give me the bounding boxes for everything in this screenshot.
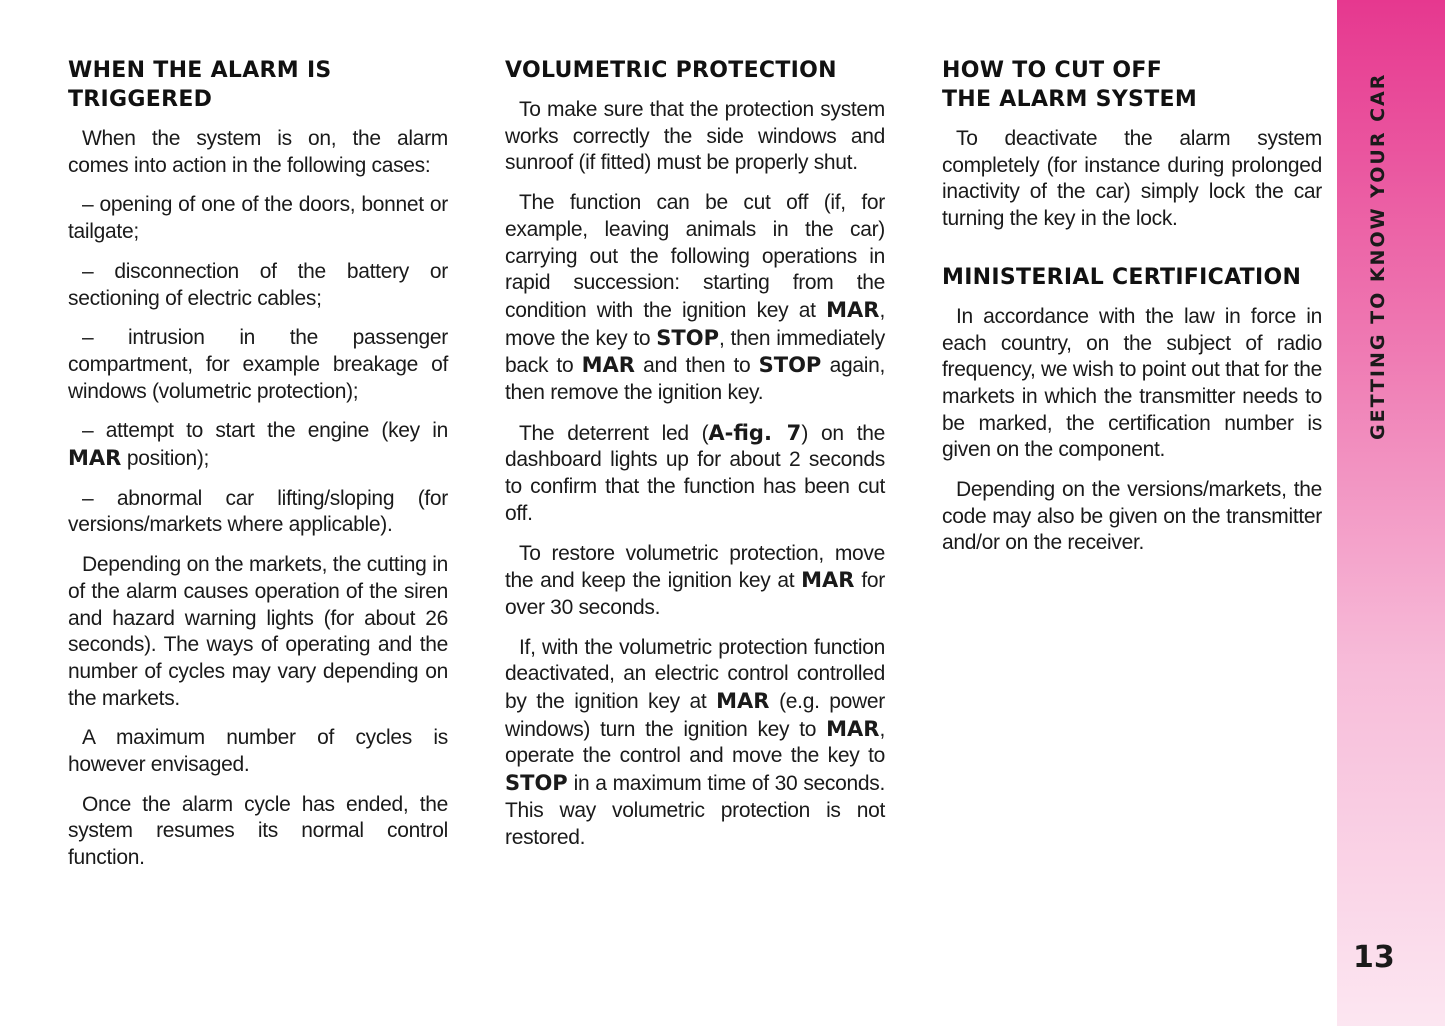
column-volumetric-protection	[505, 56, 885, 864]
chapter-sidebar	[1337, 0, 1445, 1026]
paragraph: When the system is on, the alarm comes into action in the following cases:	[68, 127, 448, 177]
paragraph: In accordance with the law in force in each country, on the subject of radio frequency, we wish to point out that for the markets in which the transmitter needs to be marked, the certification number is given on the component.	[942, 304, 1322, 462]
column-cut-off-alarm	[942, 56, 1322, 570]
paragraph: To restore volumetric protection, move the and keep the ignition key at MAR for over 30 seconds.	[505, 541, 885, 619]
paragraph: To deactivate the alarm system completely (for instance during prolonged inactivity of the car) simply lock the car turning the key in the lock.	[942, 127, 1322, 231]
paragraph: Depending on the markets, the cutting in of the alarm causes operation of the siren and hazard warning lights (for about 26 seconds). The ways of operating and the number of cycles may vary depending on the markets.	[68, 553, 448, 710]
paragraph: Depending on the versions/markets, the code may also be given on the transmitter and/or on the receiver.	[942, 478, 1322, 555]
paragraph: The deterrent led (A-fig. 7) on the dashboard lights up for about 2 seconds to confirm that the function has been cut off.	[505, 420, 886, 525]
column-alarm-triggered	[68, 56, 448, 885]
section-heading-alarm-triggered: WHEN THE ALARM IS TRIGGERED	[68, 58, 332, 112]
page-number: 13	[1353, 940, 1395, 975]
paragraph: To make sure that the protection system works correctly the side windows and sunroof (if fitted) must be properly shut.	[505, 98, 885, 175]
section-heading-cut-off-alarm: HOW TO CUT OFF THE ALARM SYSTEM	[942, 58, 1198, 112]
list-item: – abnormal car lifting/sloping (for versions/markets where applicable).	[68, 486, 448, 537]
section-heading-volumetric-protection: VOLUMETRIC PROTECTION	[505, 58, 837, 83]
list-item: – opening of one of the doors, bonnet or tailgate;	[68, 193, 448, 244]
paragraph: The function can be cut off (if, for example, leaving animals in the car) carrying out the following operations in rapid succession: starting from the condition with the ignition key at MAR, move the key to STOP, then immediately back to MAR and then to STOP again, then remove the ignition key.	[505, 191, 885, 405]
chapter-title: GETTING TO KNOW YOUR CAR	[1367, 72, 1389, 440]
section-heading-ministerial-certification: MINISTERIAL CERTIFICATION	[942, 264, 1302, 290]
paragraph: If, with the volumetric protection function deactivated, an electric control controlled by the ignition key at MAR (e.g. power windows) turn the ignition key to MAR, operate the control and move the key to STOP in a maximum time of 30 seconds. This way volumetric protection is not restored.	[505, 635, 885, 849]
list-item: – intrusion in the passenger compartment, for example breakage of windows (volumetric protection);	[68, 326, 448, 403]
list-item: – attempt to start the engine (key in MAR position);	[68, 419, 448, 471]
paragraph: Once the alarm cycle has ended, the system resumes its normal control function.	[68, 792, 448, 870]
paragraph: A maximum number of cycles is however envisaged.	[68, 726, 448, 777]
list-item: – disconnection of the battery or sectioning of electric cables;	[68, 259, 448, 310]
